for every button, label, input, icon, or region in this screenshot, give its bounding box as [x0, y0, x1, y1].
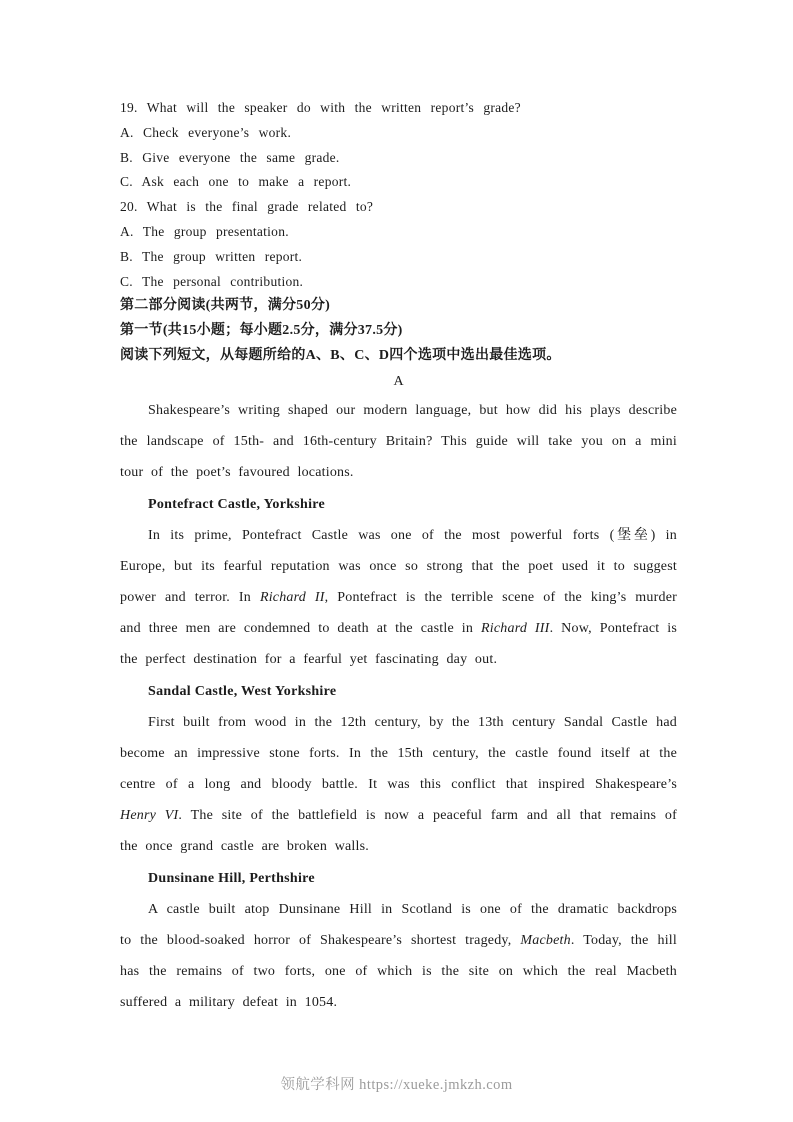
- passage-paragraph-sandal: First built from wood in the 12th century, by the 13th century Sandal Castle had become an impressive stone forts. In the 15th century, the castle found itself at the centre of a long and bloody battle. It was this conflict that inspired Shakespeare’s Henry VI. The site of the battlefield is now a peaceful farm and all that remains of the once grand castle are broken walls.: [120, 714, 677, 854]
- watermark-footer: 领航学科网 https://xueke.jmkzh.com: [280, 1077, 513, 1093]
- question-20: [120, 195, 677, 294]
- passage-paragraph-dunsinane: A castle built atop Dunsinane Hill in Scotland is one of the dramatic backdrops to the blood-soaked horror of Shakespeare’s shortest tragedy, Macbeth. Today, the hill has the remains of two forts, one of which is the site on which the real Macbeth suffered a military defeat in 1054.: [120, 901, 677, 1010]
- reading-instruction: 阅读下列短文，从每题所给的A、B、C、D四个选项中选出最佳选项。: [120, 347, 561, 363]
- passage-section-heading-sandal: Sandal Castle, West Yorkshire: [148, 683, 337, 699]
- question-19-option-a: A. Check everyone’s work.: [120, 124, 292, 140]
- part2-header: 第二部分阅读(共两节，满分50分): [120, 298, 331, 314]
- passage-label: A: [393, 373, 404, 389]
- question-20-option-b: B. The group written report.: [120, 248, 303, 264]
- question-19: [120, 96, 677, 195]
- page-content: [120, 96, 677, 1018]
- section1-header: 第一节(共15小题；每小题2.5分，满分37.5分): [120, 323, 403, 339]
- question-20-option-a: A. The group presentation.: [120, 223, 289, 239]
- passage-intro: Shakespeare’s writing shaped our modern language, but how did his plays describe the landscape of 15th- and 16th-century Britain? This guide will take you on a mini tour of the poet’s favoured locations.: [120, 402, 677, 480]
- passage-section-heading-pontefract: Pontefract Castle, Yorkshire: [148, 496, 325, 512]
- question-20-option-c: C. The personal contribution.: [120, 273, 304, 289]
- question-20-stem: 20. What is the final grade related to?: [120, 199, 374, 215]
- question-19-stem: 19. What will the speaker do with the written report’s grade?: [120, 100, 521, 115]
- passage-paragraph-pontefract: In its prime, Pontefract Castle was one of the most powerful forts (堡垒) in Europe, but its fearful reputation was once so strong that the poet used it to suggest power and terror. In Richard II, Pontefract is the terrible scene of the king’s murder and three men are condemned to death at the castle in Richard III. Now, Pontefract is the perfect destination for a fearful yet fascinating day out.: [120, 527, 677, 667]
- question-19-option-c: C. Ask each one to make a report.: [120, 174, 352, 190]
- passage-section-heading-dunsinane: Dunsinane Hill, Perthshire: [148, 870, 315, 886]
- question-19-option-b: B. Give everyone the same grade.: [120, 149, 340, 165]
